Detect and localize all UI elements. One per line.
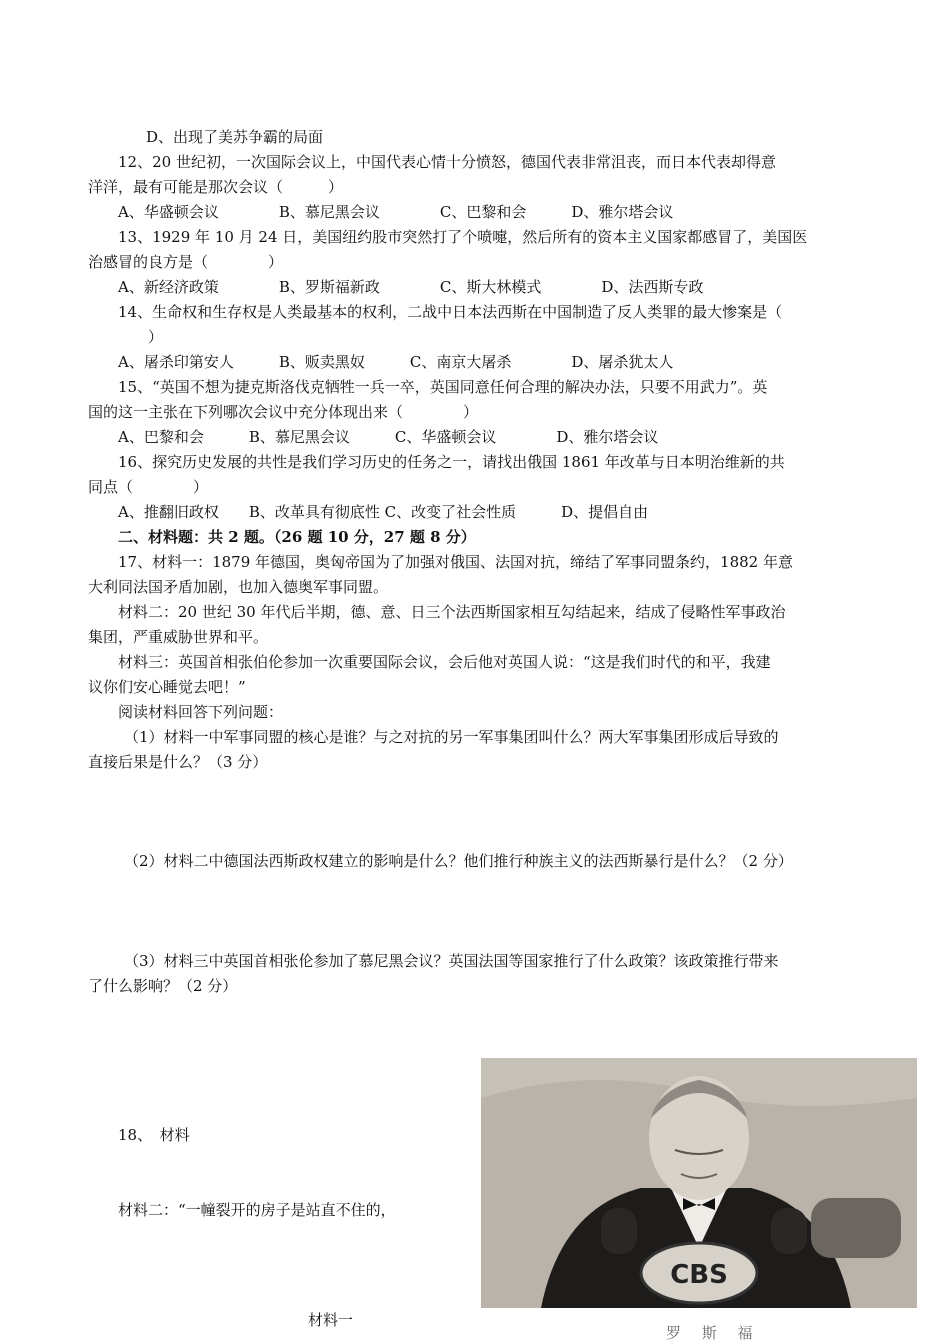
q15-stem: 15、“英国不想为捷克斯洛伐克牺牲一兵一卒，英国同意任何合理的解决办法，只要不用武力”。英 [118,378,768,396]
q17-sub-3-cont: 了什么影响？（2 分） [88,977,238,995]
q16-stem: 16、探究历史发展的共性是我们学习历史的任务之一，请找出俄国 1861 年改革与日本明治维新的共 [118,453,785,471]
q16-stem-cont: 同点（ ） [88,478,209,496]
q18-material-1-label: 材料一 [308,1311,354,1329]
q13-options: A、新经济政策 B、罗斯福新政 C、斯大林模式 D、法西斯专政 [118,278,704,296]
q12-stem-cont: 洋洋，最有可能是那次会议（ ） [88,178,344,196]
photo-caption: 罗 斯 福 [666,1324,761,1342]
cbs-microphone-label: CBS [670,1260,728,1290]
section-2-heading: 二、材料题：共 2 题。（26 题 10 分，27 题 8 分） [118,528,476,546]
q17-material-2: 材料二：20 世纪 30 年代后半期，德、意、日三个法西斯国家相互勾结起来，结成了侵略性军事政治 [118,603,786,621]
q12-options: A、华盛顿会议 B、慕尼黑会议 C、巴黎和会 D、雅尔塔会议 [118,203,674,221]
q17-sub-3: （3）材料三中英国首相张伦参加了慕尼黑会议？英国法国等国家推行了什么政策？该政策推行带来 [124,952,779,970]
q17-material-1: 17、材料一：1879 年德国，奥匈帝国为了加强对俄国、法国对抗，缔结了军事同盟条约，1882 年意 [118,553,793,571]
roosevelt-photo [481,1058,917,1308]
q17-instruction: 阅读材料回答下列问题： [118,703,284,721]
q18-material-2: 材料二：“一幢裂开的房子是站直不住的， [118,1201,396,1219]
q13-stem: 13、1929 年 10 月 24 日，美国纽约股市突然打了个喷嚏，然后所有的资本主义国家都感冒了，美国医 [118,228,808,246]
q17-material-3-cont: 议你们安心睡觉去吧！” [88,678,246,696]
q12-stem: 12、20 世纪初，一次国际会议上，中国代表心情十分愤怒，德国代表非常沮丧，而日本代表却得意 [118,153,776,171]
q14-stem-cont: ） [148,328,164,346]
q17-sub-1: （1）材料一中军事同盟的核心是谁？与之对抗的另一军事集团叫什么？两大军事集团形成后导致的 [124,728,779,746]
q15-stem-cont: 国的这一主张在下列哪次会议中充分体现出来（ ） [88,403,479,421]
q13-stem-cont: 治感冒的良方是（ ） [88,253,284,271]
q11-option-d: D、出现了美苏争霸的局面 [146,128,324,146]
q14-options: A、屠杀印第安人 B、贩卖黑奴 C、南京大屠杀 D、屠杀犹太人 [118,353,674,371]
q14-stem: 14、生命权和生存权是人类最基本的权利，二战中日本法西斯在中国制造了反人类罪的最大惨案是（ [118,303,783,321]
q15-options: A、巴黎和会 B、慕尼黑会议 C、华盛顿会议 D、雅尔塔会议 [118,428,659,446]
q17-sub-1-cont: 直接后果是什么？（3 分） [88,753,268,771]
q17-material-2-cont: 集团，严重威胁世界和平。 [88,628,269,646]
q17-material-1-cont: 大利同法国矛盾加剧，也加入德奥军事同盟。 [88,578,389,596]
q16-options: A、推翻旧政权 B、改革具有彻底性 C、改变了社会性质 D、提倡自由 [118,503,649,521]
q17-material-3: 材料三：英国首相张伯伦参加一次重要国际会议，会后他对英国人说：“这是我们时代的和平，我建 [118,653,771,671]
q18-stem: 18、 材料 [118,1126,190,1144]
q17-sub-2: （2）材料二中德国法西斯政权建立的影响是什么？他们推行种族主义的法西斯暴行是什么？（2 分） [124,852,793,870]
